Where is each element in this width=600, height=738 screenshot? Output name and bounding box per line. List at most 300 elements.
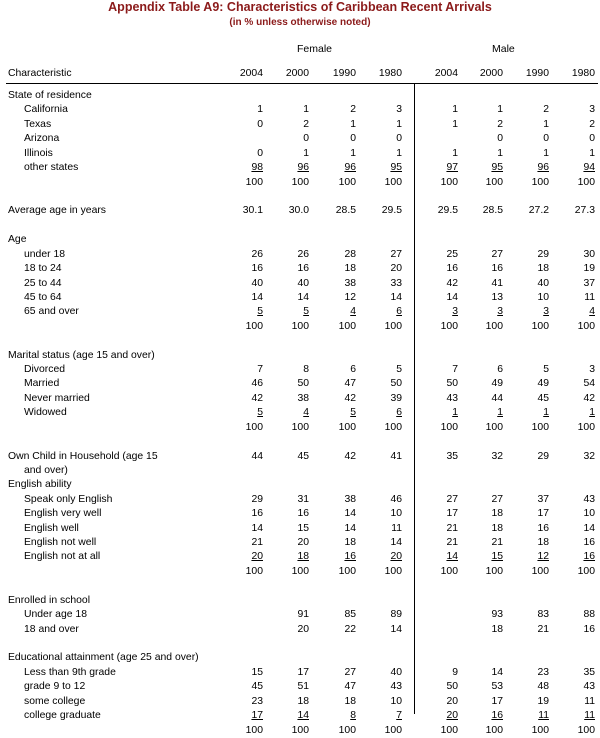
- table-cell: 14: [583, 522, 595, 534]
- table-cell: 6: [497, 364, 503, 375]
- table-cell: 14: [446, 291, 458, 303]
- row-label: English well: [24, 522, 79, 534]
- row-label: Enrolled in school: [8, 594, 91, 606]
- table-cell: 7: [452, 364, 458, 375]
- table-cell: 1: [452, 104, 458, 116]
- table-cell: 8: [303, 364, 309, 375]
- table-cell: 16: [583, 551, 595, 563]
- table-cell: 12: [537, 551, 549, 563]
- table-row: [0, 406, 600, 420]
- table-cell: 17: [537, 508, 549, 520]
- table-cell: 1: [543, 407, 549, 419]
- table-cell: 95: [390, 162, 402, 174]
- table-cell: 1: [497, 147, 503, 159]
- table-cell: 44: [491, 392, 503, 404]
- table-cell: 27: [491, 493, 503, 505]
- table-cell: 16: [251, 263, 263, 274]
- table-cell: 17: [446, 508, 458, 520]
- table-cell: 47: [344, 681, 356, 693]
- table-cell: 38: [344, 277, 356, 289]
- table-row: [0, 666, 600, 680]
- table-row: [0, 262, 600, 276]
- table-cell: 1: [497, 104, 503, 116]
- table-cell: 46: [251, 378, 263, 390]
- table-cell: 100: [577, 421, 595, 433]
- row-label: 18 and over: [24, 623, 79, 635]
- table-cell: 8: [350, 710, 356, 722]
- table-cell: 3: [396, 104, 402, 116]
- table-cell: 30.0: [288, 205, 309, 217]
- table-cell: 16: [344, 551, 356, 563]
- table-cell: 100: [531, 176, 549, 188]
- row-label: 18 to 24: [24, 263, 62, 274]
- table-cell: 100: [531, 320, 549, 332]
- table-cell: 15: [297, 522, 309, 534]
- table-cell: 43: [390, 681, 402, 693]
- table-row: [0, 377, 600, 391]
- table-cell: 21: [446, 537, 458, 548]
- table-cell: 0: [303, 133, 309, 145]
- table-cell: 27: [390, 248, 402, 260]
- table-cell: 54: [583, 378, 595, 390]
- table-cell: 20: [446, 695, 458, 707]
- table-cell: 100: [485, 724, 503, 736]
- table-row: [0, 536, 600, 550]
- table-cell: 100: [245, 320, 263, 332]
- table-cell: 28.5: [335, 205, 356, 217]
- row-label: Widowed: [24, 407, 67, 419]
- table-cell: 1: [452, 118, 458, 130]
- table-cell: 100: [338, 421, 356, 433]
- table-cell: 1: [589, 147, 595, 159]
- table-cell: 27.2: [528, 205, 549, 217]
- table-cell: 100: [291, 176, 309, 188]
- table-cell: 7: [396, 710, 402, 722]
- table-row: [0, 349, 600, 363]
- table-cell: 3: [589, 104, 595, 116]
- table-cell: 18: [537, 537, 549, 548]
- table-cell: 20: [390, 263, 402, 274]
- table-cell: 14: [251, 522, 263, 534]
- table-cell: 49: [491, 378, 503, 390]
- table-cell: 41: [390, 450, 402, 462]
- table-cell: 18: [491, 508, 503, 520]
- table-cell: 44: [251, 450, 263, 462]
- group-female-label: Female: [297, 43, 333, 55]
- row-label: English not at all: [24, 551, 101, 563]
- table-cell: 10: [390, 695, 402, 707]
- table-cell: 3: [497, 306, 503, 318]
- table-row: [0, 161, 600, 175]
- table-cell: 30: [583, 248, 595, 260]
- table-cell: 1: [452, 407, 458, 419]
- table-cell: 50: [297, 378, 309, 390]
- table-cell: 48: [537, 681, 549, 693]
- row-label: some college: [24, 695, 86, 707]
- table-cell: 12: [344, 291, 356, 303]
- table-cell: 2: [303, 118, 309, 130]
- table-cell: 97: [446, 162, 458, 174]
- row-label: 45 to 64: [24, 291, 62, 303]
- table-cell: 40: [537, 277, 549, 289]
- table-row: [0, 132, 600, 146]
- table-row: [0, 320, 600, 334]
- table-cell: 43: [583, 493, 595, 505]
- table-cell: 14: [297, 291, 309, 303]
- table-cell: 83: [537, 609, 549, 621]
- table-cell: 100: [245, 724, 263, 736]
- table-cell: 21: [446, 522, 458, 534]
- table-cell: 29: [537, 450, 549, 462]
- table-cell: 15: [491, 551, 503, 563]
- table-cell: 100: [531, 421, 549, 433]
- table-cell: 17: [491, 695, 503, 707]
- table-cell: 50: [446, 681, 458, 693]
- table-cell: 19: [537, 695, 549, 707]
- table-row: [0, 233, 600, 247]
- table-row: [0, 118, 600, 132]
- table-cell: 16: [491, 263, 503, 274]
- row-label: State of residence: [8, 90, 92, 101]
- table-cell: 14: [390, 623, 402, 635]
- table-cell: 100: [485, 421, 503, 433]
- table-cell: 100: [384, 724, 402, 736]
- row-label: English ability: [8, 479, 72, 491]
- table-cell: 35: [446, 450, 458, 462]
- table-cell: 16: [583, 623, 595, 635]
- table-cell: 42: [251, 392, 263, 404]
- table-cell: 11: [538, 710, 549, 722]
- table-cell: 0: [589, 133, 595, 145]
- table-cell: 94: [583, 162, 595, 174]
- table-cell: 33: [390, 277, 402, 289]
- table-cell: 32: [583, 450, 595, 462]
- table-row: [0, 507, 600, 521]
- table-cell: 16: [297, 508, 309, 520]
- table-cell: 26: [297, 248, 309, 260]
- table-cell: 23: [537, 666, 549, 678]
- table-cell: 6: [350, 364, 356, 375]
- row-label: Own Child in Household (age 15: [8, 450, 158, 462]
- table-row: [0, 724, 600, 738]
- table-cell: 100: [291, 421, 309, 433]
- row-label: Under age 18: [24, 609, 87, 621]
- table-cell: 21: [491, 537, 503, 548]
- table-cell: 41: [491, 277, 503, 289]
- table-cell: 45: [297, 450, 309, 462]
- table-cell: 100: [440, 421, 458, 433]
- table-cell: 6: [396, 306, 402, 318]
- characteristic-header: Characteristic: [8, 68, 72, 79]
- year-header: 2004: [239, 68, 263, 79]
- table-cell: 40: [251, 277, 263, 289]
- table-cell: 2: [543, 104, 549, 116]
- table-row: [0, 709, 600, 723]
- table-row: [0, 190, 600, 204]
- table-cell: 100: [577, 176, 595, 188]
- row-label: Texas: [24, 118, 52, 130]
- table-cell: 21: [537, 623, 549, 635]
- table-cell: 7: [257, 364, 263, 375]
- table-cell: 16: [446, 263, 458, 274]
- table-cell: 100: [291, 565, 309, 577]
- row-label: English very well: [24, 508, 102, 520]
- table-cell: 14: [344, 508, 356, 520]
- table-cell: 15: [251, 666, 263, 678]
- table-cell: 42: [583, 392, 595, 404]
- table-cell: 100: [291, 320, 309, 332]
- table-cell: 29.5: [437, 205, 458, 217]
- table-cell: 18: [344, 263, 356, 274]
- table-cell: 11: [391, 522, 402, 534]
- table-cell: 10: [537, 291, 549, 303]
- table-cell: 42: [446, 277, 458, 289]
- table-cell: 11: [584, 710, 595, 722]
- table-cell: 43: [583, 681, 595, 693]
- table-row: [0, 565, 600, 579]
- row-label: Divorced: [24, 364, 65, 375]
- table-row: [0, 291, 600, 305]
- table-cell: 1: [543, 118, 549, 130]
- row-label: Arizona: [24, 133, 60, 145]
- table-cell: 3: [589, 364, 595, 375]
- table-cell: 50: [390, 378, 402, 390]
- table-cell: 29.5: [381, 205, 402, 217]
- table-cell: 23: [251, 695, 263, 707]
- table-cell: 1: [396, 118, 402, 130]
- table-cell: 18: [297, 695, 309, 707]
- table-cell: 29: [251, 493, 263, 505]
- table-cell: 1: [303, 147, 309, 159]
- table-cell: 4: [303, 407, 309, 419]
- row-label: California: [24, 104, 68, 116]
- table-cell: 100: [245, 565, 263, 577]
- row-label: Speak only English: [24, 493, 113, 505]
- table-cell: 39: [390, 392, 402, 404]
- table-cell: 89: [390, 609, 402, 621]
- table-row: [0, 334, 600, 348]
- table-cell: 18: [344, 537, 356, 548]
- table-cell: 93: [491, 609, 503, 621]
- table-cell: 1: [543, 147, 549, 159]
- table-cell: 100: [384, 421, 402, 433]
- table-cell: 28.5: [482, 205, 503, 217]
- table-cell: 5: [257, 407, 263, 419]
- table-cell: 1: [589, 407, 595, 419]
- table-cell: 98: [251, 162, 263, 174]
- table-cell: 96: [537, 162, 549, 174]
- table-cell: 10: [390, 508, 402, 520]
- table-cell: 17: [251, 710, 263, 722]
- table-cell: 29: [537, 248, 549, 260]
- table-cell: 5: [396, 364, 402, 375]
- table-cell: 100: [338, 176, 356, 188]
- row-label: Average age in years: [8, 205, 107, 217]
- table-cell: 100: [440, 176, 458, 188]
- table-cell: 9: [452, 666, 458, 678]
- table-cell: 100: [338, 320, 356, 332]
- table-cell: 14: [390, 291, 402, 303]
- table-row: [0, 392, 600, 406]
- table-cell: 5: [303, 306, 309, 318]
- table-cell: 100: [485, 320, 503, 332]
- table-cell: 45: [251, 681, 263, 693]
- table-cell: 3: [452, 306, 458, 318]
- table-cell: 14: [297, 710, 309, 722]
- table-cell: 43: [446, 392, 458, 404]
- year-header: 1980: [378, 68, 402, 79]
- table-cell: 1: [257, 104, 263, 116]
- table-cell: 37: [583, 277, 595, 289]
- year-header: 1990: [332, 68, 356, 79]
- table-cell: 40: [297, 277, 309, 289]
- table-cell: 18: [297, 551, 309, 563]
- table-cell: 0: [350, 133, 356, 145]
- table-row: [0, 363, 600, 377]
- table-cell: 17: [297, 666, 309, 678]
- table-cell: 42: [344, 392, 356, 404]
- table-cell: 22: [344, 623, 356, 635]
- table-row: [0, 493, 600, 507]
- table-cell: 46: [390, 493, 402, 505]
- table-cell: 88: [583, 609, 595, 621]
- table-cell: 0: [257, 147, 263, 159]
- table-cell: 18: [537, 263, 549, 274]
- table-cell: 5: [350, 407, 356, 419]
- table-cell: 37: [537, 493, 549, 505]
- year-header: 2000: [285, 68, 309, 79]
- table-row: [0, 464, 600, 478]
- table-cell: 42: [344, 450, 356, 462]
- table-cell: 1: [350, 118, 356, 130]
- table-cell: 1: [396, 147, 402, 159]
- year-header: 1980: [571, 68, 595, 79]
- table-cell: 27: [491, 248, 503, 260]
- table-row: [0, 305, 600, 319]
- table-cell: 35: [583, 666, 595, 678]
- table-cell: 96: [297, 162, 309, 174]
- table-cell: 3: [543, 306, 549, 318]
- table-cell: 100: [440, 320, 458, 332]
- table-cell: 100: [440, 565, 458, 577]
- table-cell: 53: [491, 681, 503, 693]
- table-cell: 1: [497, 407, 503, 419]
- table-row: [0, 637, 600, 651]
- table-row: [0, 421, 600, 435]
- table-title: Appendix Table A9: Characteristics of Caribbean Recent Arrivals: [108, 0, 492, 14]
- table-cell: 4: [350, 306, 356, 318]
- table-cell: 0: [543, 133, 549, 145]
- table-row: [0, 522, 600, 536]
- table-cell: 100: [384, 176, 402, 188]
- table-cell: 0: [497, 133, 503, 145]
- table-cell: 51: [297, 681, 309, 693]
- table-cell: 2: [350, 104, 356, 116]
- table-cell: 50: [446, 378, 458, 390]
- table-cell: 27: [344, 666, 356, 678]
- year-header: 2004: [434, 68, 458, 79]
- row-label: under 18: [24, 248, 66, 260]
- table-row: [0, 277, 600, 291]
- row-label: 25 to 44: [24, 277, 62, 289]
- table-cell: 14: [446, 551, 458, 563]
- table-row: [0, 103, 600, 117]
- table-cell: 16: [297, 263, 309, 274]
- table-cell: 100: [245, 421, 263, 433]
- table-cell: 100: [245, 176, 263, 188]
- table-cell: 27.3: [574, 205, 595, 217]
- table-cell: 100: [577, 565, 595, 577]
- row-label: Married: [24, 378, 60, 390]
- table-cell: 47: [344, 378, 356, 390]
- row-label: Marital status (age 15 and over): [8, 349, 155, 361]
- table-cell: 18: [344, 695, 356, 707]
- row-label: Educational attainment (age 25 and over): [8, 652, 199, 664]
- table-cell: 2: [497, 118, 503, 130]
- table-cell: 91: [297, 609, 309, 621]
- table-row: [0, 550, 600, 564]
- group-male-label: Male: [492, 43, 515, 55]
- table-row: [0, 248, 600, 262]
- table-cell: 100: [291, 724, 309, 736]
- table-cell: 0: [396, 133, 402, 145]
- table-cell: 38: [297, 392, 309, 404]
- table-cell: 100: [577, 320, 595, 332]
- table-row: [0, 680, 600, 694]
- table-row: [0, 176, 600, 190]
- table-cell: 30.1: [242, 205, 263, 217]
- table-cell: 5: [257, 306, 263, 318]
- row-label: grade 9 to 12: [24, 681, 86, 693]
- table-cell: 18: [491, 623, 503, 635]
- year-header: 1990: [525, 68, 549, 79]
- row-label: Less than 9th grade: [24, 666, 116, 678]
- table-cell: 100: [440, 724, 458, 736]
- table-cell: 20: [297, 537, 309, 548]
- table-cell: 21: [251, 537, 263, 548]
- table-cell: 25: [446, 248, 458, 260]
- table-cell: 100: [485, 176, 503, 188]
- row-label: college graduate: [24, 710, 101, 722]
- table-cell: 1: [452, 147, 458, 159]
- table-cell: 100: [531, 565, 549, 577]
- table-cell: 14: [251, 291, 263, 303]
- table-cell: 26: [251, 248, 263, 260]
- header-rule: [6, 83, 598, 84]
- table-cell: 20: [390, 551, 402, 563]
- table-cell: 31: [297, 493, 309, 505]
- table-cell: 27: [446, 493, 458, 505]
- table-cell: 85: [344, 609, 356, 621]
- table-row: [0, 579, 600, 593]
- table-cell: 95: [491, 162, 503, 174]
- table-row: [0, 450, 600, 464]
- column-header-row: [0, 67, 600, 81]
- table-cell: 19: [583, 263, 595, 274]
- table-cell: 49: [537, 378, 549, 390]
- table-cell: 16: [491, 710, 503, 722]
- row-label: Age: [8, 234, 27, 246]
- table-cell: 18: [491, 522, 503, 534]
- table-cell: 38: [344, 493, 356, 505]
- table-row: [0, 478, 600, 492]
- table-row: [0, 695, 600, 709]
- table-cell: 32: [491, 450, 503, 462]
- table-row: [0, 89, 600, 103]
- table-cell: 6: [396, 407, 402, 419]
- row-label: English not well: [24, 537, 97, 548]
- table-cell: 20: [297, 623, 309, 635]
